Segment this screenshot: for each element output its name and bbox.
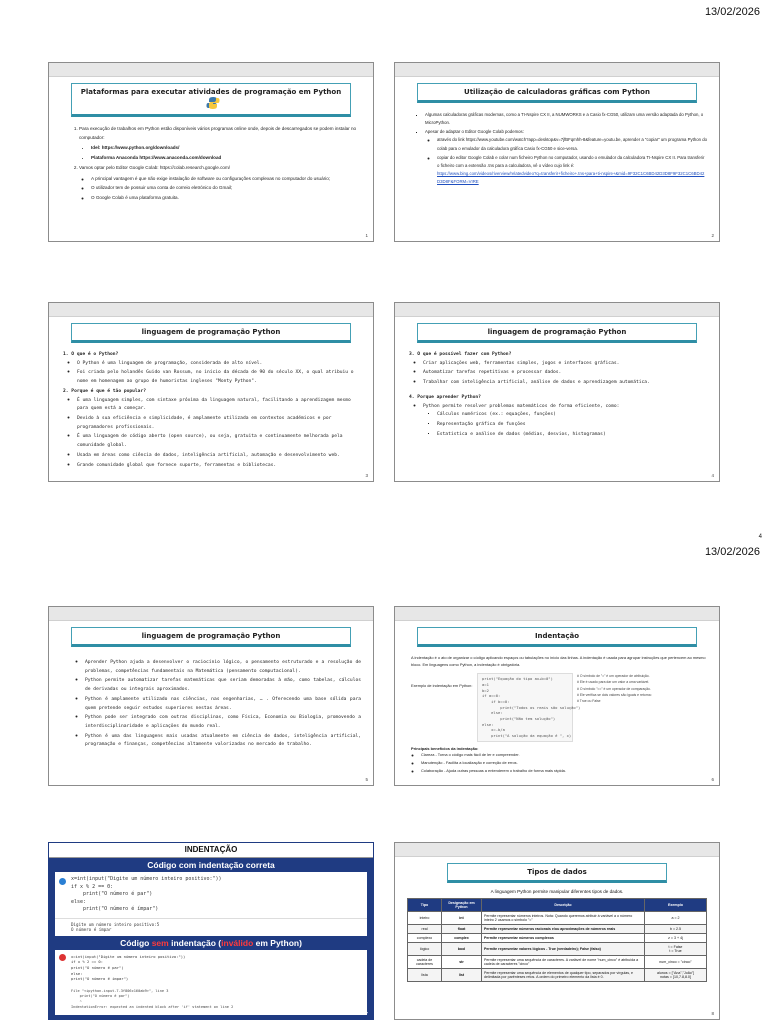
slide-body bbox=[49, 117, 373, 210]
run-icon[interactable] bbox=[59, 878, 66, 885]
question-heading: 4. Porque aprender Python? bbox=[409, 394, 481, 400]
slide-title-text: Plataformas para executar atividades de programação em Python bbox=[80, 88, 342, 96]
band-correct: Código com indentação correta bbox=[49, 858, 373, 872]
list-item: ◦ É uma linguagem simples, com sintaxe próxima da linguagem natural, facilitando a aprendizagem mesmo para quem está a começar. bbox=[77, 397, 361, 414]
band-invalid: Código sem indentação (inválido em Python) bbox=[49, 936, 373, 950]
slide-number: 8 bbox=[711, 1011, 714, 1016]
date-middle: 13/02/2026 bbox=[704, 546, 760, 558]
list-item: ◦ copiar do editor Google Colab e colar num ficheiro Python no computador, usando o emulador da calculadora TI-Nspire CX II. Para transferir o ficheiro com a extensão .tns para a calculadora, vê o vídeo cujo link é: https://www.bing.com/videos/riverview/relatedvideo?q=transferir+ficheiro+.tns+para+ti-nspire+&mid=9F32C1C6BD42D3D8F9F32C1C6BD42D3D8F&FORM=VIRE bbox=[437, 154, 707, 187]
list-item: ◦ Python permite automatizar tarefas matemáticas que seriam demoradas à mão, como tabelas, cálculos de derivadas ou integrais aproximados. bbox=[85, 677, 361, 694]
slide-number: 6 bbox=[711, 777, 714, 782]
slide-title: linguagem de programação Python bbox=[417, 323, 697, 343]
link-anaconda[interactable]: • Plataforma Anaconda https://www.anaconda.com/download bbox=[91, 154, 361, 163]
slide-title: INDENTAÇÃO bbox=[49, 843, 373, 858]
slide-topbar bbox=[395, 63, 719, 77]
list-item: ◦ É uma linguagem de código aberto (open source), ou seja, gratuita e continuamente melhorada pela comunidade global. bbox=[77, 433, 361, 450]
slide-7 bbox=[48, 842, 374, 1020]
slide-4 bbox=[394, 302, 720, 482]
output-correct: Digite um número inteiro positivo:5 O número é ímpar bbox=[55, 918, 367, 936]
slide-topbar bbox=[49, 607, 373, 621]
slide-title: Tipos de dados bbox=[447, 863, 667, 883]
slide-topbar bbox=[395, 607, 719, 621]
slide-3 bbox=[48, 302, 374, 482]
table-header: Descrição bbox=[482, 899, 645, 912]
list-item: ◦ Python permite resolver problemas matemáticos de forma eficiente, como: ▪ Cálculos numéricos (ex.: equações, funções) ▪ Representação gráfica de funções ▪ Estatística e análise de dados (médias, desvios, histogramas) bbox=[423, 403, 707, 440]
slide-topbar bbox=[49, 303, 373, 317]
slide-8 bbox=[394, 842, 720, 1020]
list-item: ◦ Trabalhar com inteligência artificial, análise de dados e aprendizagem automática. bbox=[423, 379, 707, 388]
slide-number: 1 bbox=[365, 233, 368, 238]
question-heading: 1. O que é o Python? bbox=[63, 352, 119, 357]
page-marker: 4 bbox=[758, 534, 762, 540]
bing-video-link[interactable]: https://www.bing.com/videos/riverview/relatedvideo?q=transferir+ficheiro+.tns+para+ti-nspire+&mid=9F32C1C6BD42D3D8F9F32C1C6BD42D3D8F&FORM=VIRE bbox=[437, 171, 705, 185]
table-row: inteiro int Permite representar números inteiros. Nota: Quando queremos atribuir à variável a o número inteiro 2 usamos o símbolo "=" a = 2 bbox=[408, 912, 707, 925]
slide-6 bbox=[394, 606, 720, 786]
slide-number: 4 bbox=[711, 473, 714, 478]
slide-title: linguagem de programação Python bbox=[71, 627, 351, 647]
slide-body bbox=[395, 647, 719, 781]
list-item: ◦ Devido à sua eficiência e simplicidade, é amplamente utilizada em contextos académicos e por programadores profissionais. bbox=[77, 415, 361, 432]
table-row: lista list Permite representar uma sequência de elementos de qualquer tipo, separados por vírgulas, e delimitada por parênteses retos. A ordem do primeiro elemento da lista é 0. alunos = ["Ana","João"] notas = [10,7.8,8.0] bbox=[408, 969, 707, 982]
intro-text: A indentação é o ato de organizar o código aplicando espaços ou tabulações no início das linhas. A indentação é usada para agrupar instruções que pertencem ao mesmo bloco. Em linguagens como Python, a indentação é obrigatória. bbox=[411, 655, 706, 667]
slide-body bbox=[49, 343, 373, 477]
list-item: ◦ Criar aplicações web, ferramentas simples, jogos e interfaces gráficas. bbox=[423, 360, 707, 369]
list-item: ◦ Python é amplamente utilizado nas ciências, nas engenharias, … . Oferecendo uma base sólida para quem pretende seguir estudos superiores nestas áreas. bbox=[85, 696, 361, 713]
slide-title: Utilização de calculadoras gráficas com Python bbox=[417, 83, 697, 103]
slide-topbar bbox=[395, 303, 719, 317]
list-item: ◦ A principal vantagem é que não exige instalação de software ou configurações complexas no computador do usuário; bbox=[91, 175, 361, 184]
slide-body bbox=[49, 647, 373, 757]
list-item: ◦ Python pode ser integrado com outras disciplinas, como Física, Economia ou Biologia, promovendo a interdisciplinaridade e aplicações do mundo real. bbox=[85, 714, 361, 731]
table-header: Tipo bbox=[408, 899, 442, 912]
slide-number: 3 bbox=[365, 473, 368, 478]
slide-title: Indentação bbox=[417, 627, 697, 647]
list-item: ▪ Algumas calculadoras gráficas modernas, como a TI-Nspire CX II, a NUMWORKS e a Casio fx-CG50, utilizam uma versão adaptada do Python, o MicroPython. bbox=[425, 111, 707, 127]
slide-2 bbox=[394, 62, 720, 242]
list-item: ◦ Clareza - Torna o código mais fácil de ler e compreender. bbox=[421, 752, 707, 759]
table-row: lógico bool Permite representar valores lógicos - True (verdadeiro); False (falso) t = False t = True bbox=[408, 943, 707, 956]
list-item: ◦ Usada em áreas como ciência de dados, inteligência artificial, automação e desenvolvimento web. bbox=[77, 452, 361, 461]
slide-title bbox=[71, 83, 351, 117]
table-row: real float Permite representar números racionais e/ou aproximações de números reais b = 2.5 bbox=[408, 925, 707, 934]
benefits-title: Principais benefícios da indentação: bbox=[411, 745, 479, 751]
types-table bbox=[407, 898, 707, 982]
slide-number: 2 bbox=[711, 233, 714, 238]
question-heading: 3. O que é possível fazer com Python? bbox=[409, 352, 512, 357]
question-heading: 2. Porque é que é tão popular? bbox=[63, 388, 146, 394]
table-header: Exemplo bbox=[645, 899, 707, 912]
list-item: ▪ Estatística e análise de dados (médias, desvios, histogramas) bbox=[437, 431, 707, 440]
list-item: ▪ Cálculos numéricos (ex.: equações, funções) bbox=[437, 411, 707, 420]
table-row: complexo complex Permite representar números complexos z = 3 + 4j bbox=[408, 934, 707, 943]
intro-text: A linguagem Python permite manipular diferentes tipos de dados. bbox=[490, 889, 624, 894]
slide-1 bbox=[48, 62, 374, 242]
list-item: ◦ Manutenção - Facilita a localização e correção de erros. bbox=[421, 760, 707, 767]
slide-number: 5 bbox=[365, 777, 368, 782]
table-header: Designação em Python bbox=[442, 899, 482, 912]
list-item: 1. Para execução de trabalhos em Python estão disponíveis vários programas online onde, depois de descarregados se podem instalar no computador: • Idel: https://www.python.org/downloads/ • Plataforma Anaconda https://www.anaconda.com/download bbox=[79, 125, 361, 163]
python-logo-icon bbox=[206, 96, 220, 110]
code-correct: x=int(input("Digite um número inteiro positivo:")) if x % 2 == 0: print("O número é par") else: print("O número é ímpar") bbox=[55, 872, 367, 918]
code-example: print("Equação do tipo ax+b=0") a=1 b=2 if a==0: if b==0: print("Todos os reais são solução") else: print("Não tem solução") else: x=-b/a print("A solução da equação é ", x) bbox=[477, 673, 573, 742]
list-item: ◦ O Python é uma linguagem de programação, considerada de alto nível. bbox=[77, 360, 361, 369]
table-row: cadeia de caracteres str Permite representar uma sequência de caracteres. A variável de nome "num_cinco" é atribuída a cadeia de caracteres "cinco" num_cinco = "cinco" bbox=[408, 956, 707, 969]
list-item: ◦ Python é uma das linguagens mais usadas atualmente em ciência de dados, inteligência artificial, programação e finanças, competências altamente valorizadas no mercado de trabalho. bbox=[85, 733, 361, 750]
list-item: ◦ O utilizador tem de possuir uma conta de correio eletrónico do Gmail; bbox=[91, 184, 361, 193]
code-notes: # O símbolo de "=" é um operador de atribuição. # Ele é usado para dar um valor a uma variável. # O símbolo "==" é um operador de comparação. # Ele verifica se dois valores são iguais e retorna: # True ou False bbox=[577, 674, 652, 703]
list-item: ▪ Apesar de adaptar o Editor Google Colab podemos: ◦ através do link https://www.youtube.com/watch?app=desktop&v=7jfBFqmhh-8&feature=youtu.be, aprender a "copiar" um programa Python do colab para o emulador da calculadora gráfica Casio fx-CG50 e sice-versa. ◦ copiar do editor Google Colab e colar num ficheiro Python no computador, usando o emulador da calculadora TI-Nspire CX II. Para transferir o ficheiro com a extensão .tns para a calculadora, vê o vídeo cujo link é: https://www.bing.com/videos/riverview/relatedvideo?q=transferir+ficheiro+.tns+para+ti-nspire+&mid=9F32C1C6BD42D3D8F9F32C1C6BD42D3D8F&FORM=VIRE bbox=[425, 128, 707, 186]
list-item: ◦ Grande comunidade global que fornece suporte, ferramentas e bibliotecas. bbox=[77, 462, 361, 471]
list-item: ◦ O Google Colab é uma plataforma gratuita. bbox=[91, 194, 361, 203]
list-item: ▪ Representação gráfica de funções bbox=[437, 421, 707, 430]
slide-number: 7 bbox=[365, 1011, 368, 1016]
slide-topbar bbox=[49, 63, 373, 77]
list-item: ◦ Colaboração - Ajuda outras pessoas a entenderem o trabalho de forma mais rápida. bbox=[421, 768, 707, 775]
date-top: 13/02/2026 bbox=[704, 6, 760, 18]
list-item: ◦ Foi criada pelo holandês Guido van Rossum, no início da década de 90 do século XX, o qual atribuiu o nome em homenagem ao grupo de humoristas ingleses "Monty Python". bbox=[77, 369, 361, 386]
list-item: ◦ Aprender Python ajuda a desenvolver o raciocínio lógico, o pensamento estruturado e a resolução de problemas, competências fundamentais na Matemática (pensamento computacional). bbox=[85, 659, 361, 676]
code-invalid: x=int(input("Digite um número inteiro positivo:")) if x % 2 == 0: print("O número é par") else: print("O número é ímpar") bbox=[55, 950, 367, 986]
list-item: ◦ Automatizar tarefas repetitivas e processar dados. bbox=[423, 369, 707, 378]
slide-topbar bbox=[395, 843, 719, 857]
error-output: File "<ipython-input-7-3f806c160ab9>", line 3 print("O número é par") ^ IndentationError: expected an indented block after 'if' statement on line 2 bbox=[55, 986, 367, 1015]
slide-body bbox=[395, 103, 719, 193]
slide-body bbox=[395, 343, 719, 446]
list-item: ◦ através do link https://www.youtube.com/watch?app=desktop&v=7jfBFqmhh-8&feature=youtu.be, aprender a "copiar" um programa Python do colab para o emulador da calculadora gráfica Casio fx-CG50 e sice-versa. bbox=[437, 136, 707, 152]
slide-5 bbox=[48, 606, 374, 786]
example-label: Exemplo de indentação em Python: bbox=[411, 683, 473, 689]
error-icon[interactable] bbox=[59, 954, 66, 961]
list-item: 2. Vamos optar pelo Editor Google Colab: https://colab.research.google.com/ ◦ A principal vantagem é que não exige instalação de software ou configurações complexas no computador do usuário; ◦ O utilizador tem de possuir uma conta de correio eletrónico do Gmail; ◦ O Google Colab é uma plataforma gratuita. bbox=[79, 164, 361, 203]
link-idle[interactable]: • Idel: https://www.python.org/downloads/ bbox=[91, 144, 361, 153]
slide-title: linguagem de programação Python bbox=[71, 323, 351, 343]
